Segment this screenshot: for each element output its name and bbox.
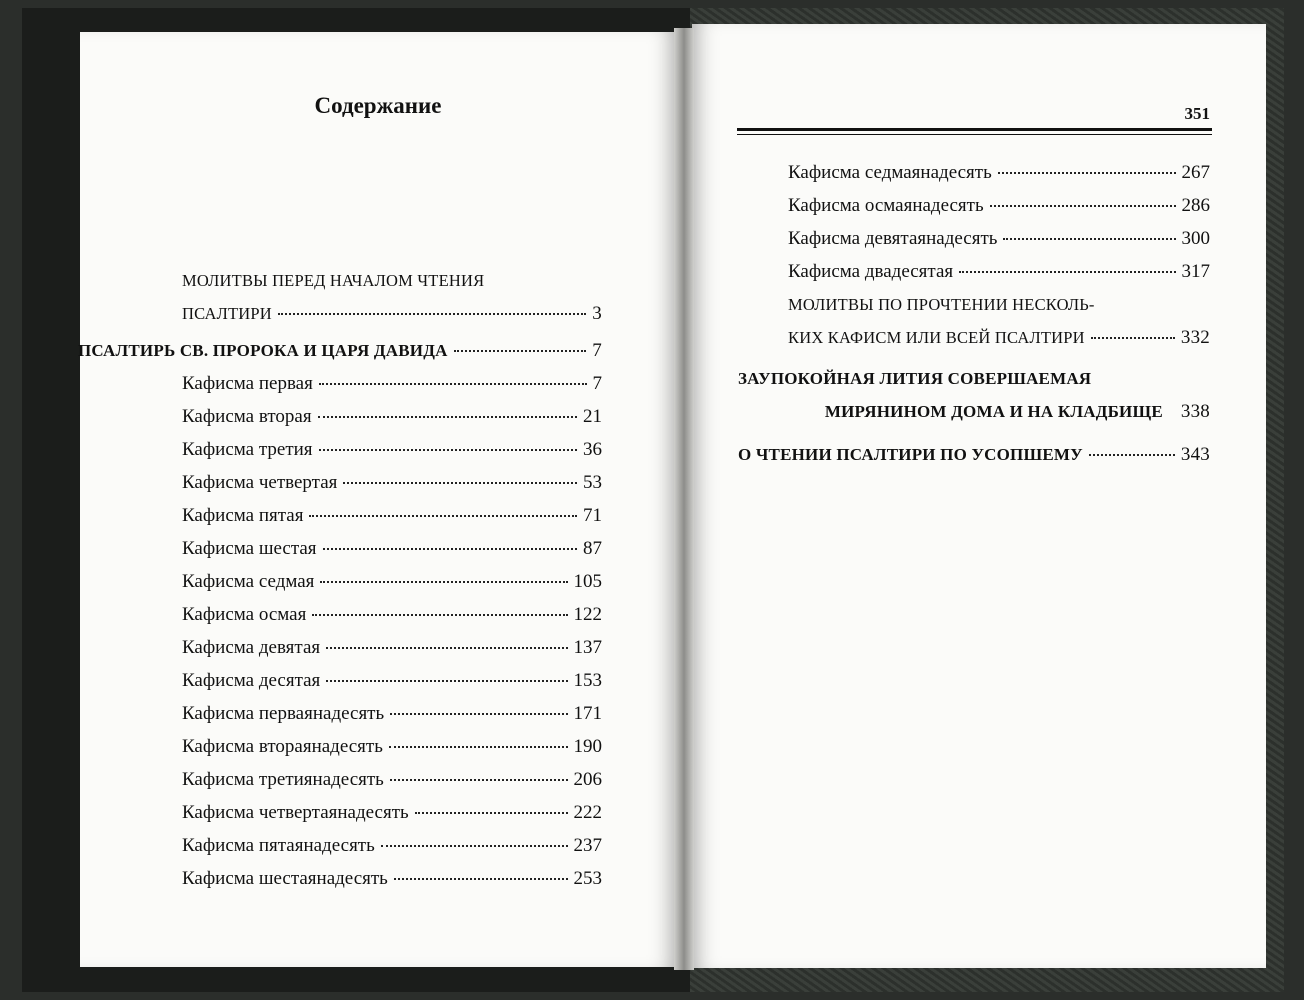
toc-entry: МОЛИТВЫ ПЕРЕД НАЧАЛОМ ЧТЕНИЯ ПСАЛТИРИ 3 (130, 264, 602, 330)
leader-dots (454, 350, 587, 352)
toc-page-number: 3 (592, 303, 602, 324)
toc-entry: Кафисма осмаянадесять 286 (788, 195, 1210, 216)
toc-entry: ЗАУПОКОЙНАЯ ЛИТИЯ СОВЕРШАЕМАЯ МИРЯНИНОМ ДОМА И НА КЛАДБИЩЕ 338 (738, 369, 1210, 422)
toc-entry: Кафисма осмая 122 (182, 604, 602, 625)
toc-entry: Кафисма перваянадесять 171 (182, 703, 602, 724)
toc-entry: О ЧТЕНИИ ПСАЛТИРИ ПО УСОПШЕМУ 343 (738, 444, 1210, 465)
page-number: 351 (1184, 104, 1210, 123)
toc-right (738, 156, 1210, 471)
toc-entry: Кафисма первая 7 (182, 373, 602, 394)
toc-entry: Кафисма пятаянадесять 237 (182, 835, 602, 856)
toc-entry: Кафисма третиянадесять 206 (182, 769, 602, 790)
toc-page-number: 7 (592, 340, 602, 361)
toc-entry: Кафисма седмая 105 (182, 571, 602, 592)
toc-entry: Кафисма третия 36 (182, 439, 602, 460)
toc-entry: ПСАЛТИРЬ СВ. ПРОРОКА И ЦАРЯ ДАВИДА 7 (78, 334, 602, 367)
toc-entry: Кафисма вторая 21 (182, 406, 602, 427)
header-rule (737, 128, 1212, 135)
toc-entry: Кафисма шестаянадесять 253 (182, 868, 602, 889)
toc-entry: Кафисма десятая 153 (182, 670, 602, 691)
toc-left (78, 264, 602, 895)
toc-entry: Кафисма пятая 71 (182, 505, 602, 526)
toc-entry: Кафисма девятаянадесять 300 (788, 228, 1210, 249)
toc-entry: Кафисма втораянадесять 190 (182, 736, 602, 757)
toc-entry: Кафисма седмаянадесять 267 (788, 162, 1210, 183)
page-title: Содержание (314, 93, 442, 118)
toc-entry: МОЛИТВЫ ПО ПРОЧТЕНИИ НЕСКОЛЬ- КИХ КАФИСМ ИЛИ ВСЕЙ ПСАЛТИРИ 332 (788, 295, 1210, 348)
toc-entry: Кафисма четвертая 53 (182, 472, 602, 493)
book-gutter (674, 28, 694, 970)
toc-entry: Кафисма девятая 137 (182, 637, 602, 658)
toc-entry: Кафисма шестая 87 (182, 538, 602, 559)
leader-dots (278, 313, 586, 315)
toc-entry: Кафисма двадесятая 317 (788, 261, 1210, 282)
toc-entry: Кафисма четвертаянадесять 222 (182, 802, 602, 823)
